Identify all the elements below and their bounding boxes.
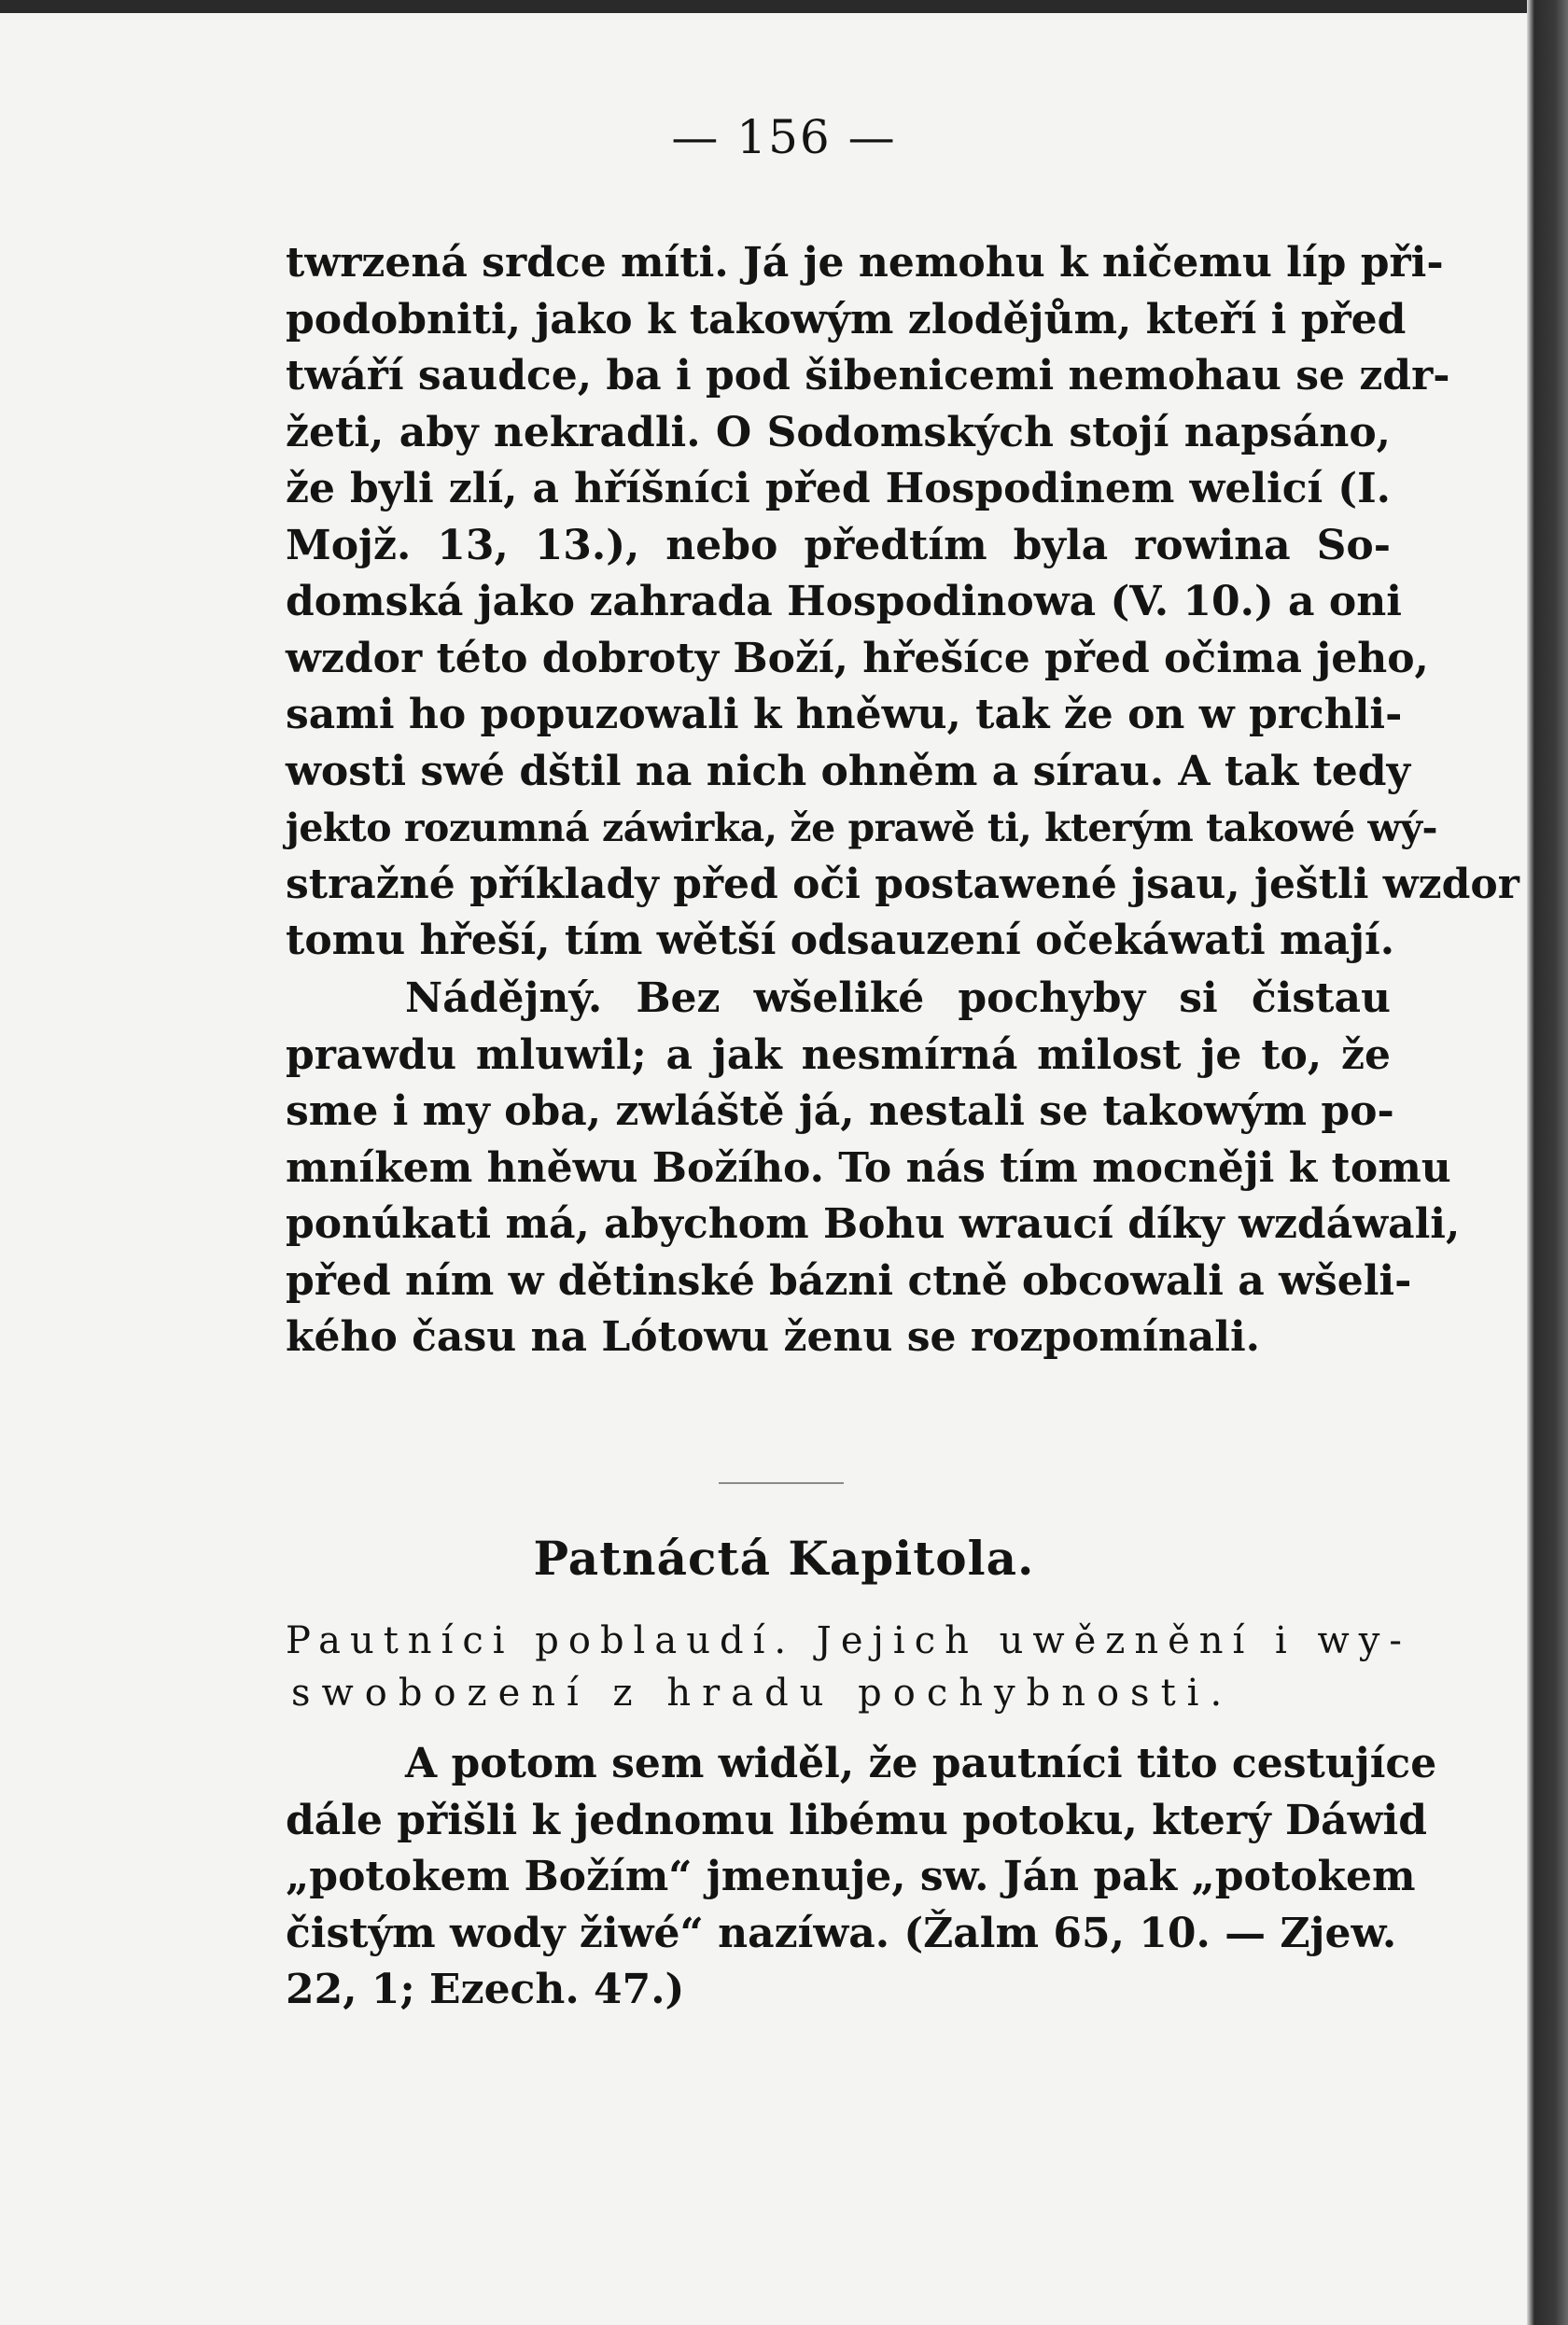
text-line: mníkem hněwu Božího. To nás tím mocněji k tomu	[286, 1143, 1451, 1192]
text-line: tomu hřeší, tím wětší odsauzení očekáwati mají.	[286, 917, 1395, 964]
text-line: Nádějný. Bez wšeliké pochyby si čistau	[405, 974, 1391, 1022]
summary-line: Pautníci poblaudí. Jejich uwěznění i wy-	[286, 1619, 1411, 1662]
text-line: stražné příklady před oči postawené jsau, ještli wzdor	[286, 860, 1519, 908]
text-line: A potom sem widěl, že pautníci tito cestujíce	[405, 1740, 1437, 1787]
text-line: jekto rozumná záwirka, že prawě ti, kterým takowé wý-	[286, 805, 1438, 850]
text-line: sme i my oba, zwláště já, nestali se takowým po-	[286, 1087, 1394, 1135]
paragraph-1	[286, 235, 1519, 970]
chapter-summary	[286, 1615, 1411, 1719]
section-divider	[719, 1482, 844, 1484]
text-line: wosti swé dštil na nich ohněm a sírau. A tak tedy	[286, 747, 1411, 795]
text-line: dále přišli k jednomu libému potoku, který Dáwid	[286, 1796, 1428, 1844]
text-line: domská jako zahrada Hospodinowa (V. 10.) a oni	[286, 578, 1402, 625]
text-line: 22, 1; Ezech. 47.)	[286, 1966, 685, 2013]
text-line: twrzená srdce míti. Já je nemohu k ničemu líp při-	[286, 239, 1444, 287]
text-line: ponúkati má, abychom Bohu wraucí díky wzdáwali,	[286, 1200, 1461, 1248]
scan-top-edge	[0, 0, 1568, 13]
text-line: před ním w dětinské bázni ctně obcowali a wšeli-	[286, 1256, 1412, 1305]
text-line: že byli zlí, a hříšníci před Hospodinem welicí (I.	[286, 465, 1391, 512]
paragraph-3	[286, 1736, 1437, 2019]
text-line: twáří saudce, ba i pod šibenicemi nemohau se zdr-	[286, 352, 1450, 399]
text-line: wzdor této dobroty Boží, hřešíce před očima jeho,	[286, 634, 1429, 682]
text-line: sami ho popuzowali k hněwu, tak že on w prchli-	[286, 691, 1403, 738]
text-line: podobniti, jako k takowým zlodějům, kteří i před	[286, 295, 1407, 343]
page-number: — 156 —	[671, 110, 897, 164]
text-line: prawdu mluwil; a jak nesmírná milost je to, že	[286, 1030, 1391, 1079]
chapter-title: Patnáctá Kapitola.	[533, 1531, 1035, 1586]
text-line: čistým wody žiwé“ nazíwa. (Žalm 65, 10. — Zjew.	[286, 1909, 1397, 1957]
text-line: Mojž. 13, 13.), nebo předtím byla rowina So-	[286, 521, 1391, 569]
scan-binding-edge	[1527, 0, 1568, 2325]
text-line: „potokem Božím“ jmenuje, sw. Ján pak „potokem	[286, 1853, 1416, 1900]
text-line: kého času na Lótowu ženu se rozpomínali.	[286, 1313, 1260, 1361]
text-line: žeti, aby nekradli. O Sodomských stojí napsáno,	[286, 408, 1391, 456]
summary-line: swobození z hradu pochybnosti.	[291, 1672, 1234, 1715]
paragraph-2	[286, 971, 1461, 1366]
